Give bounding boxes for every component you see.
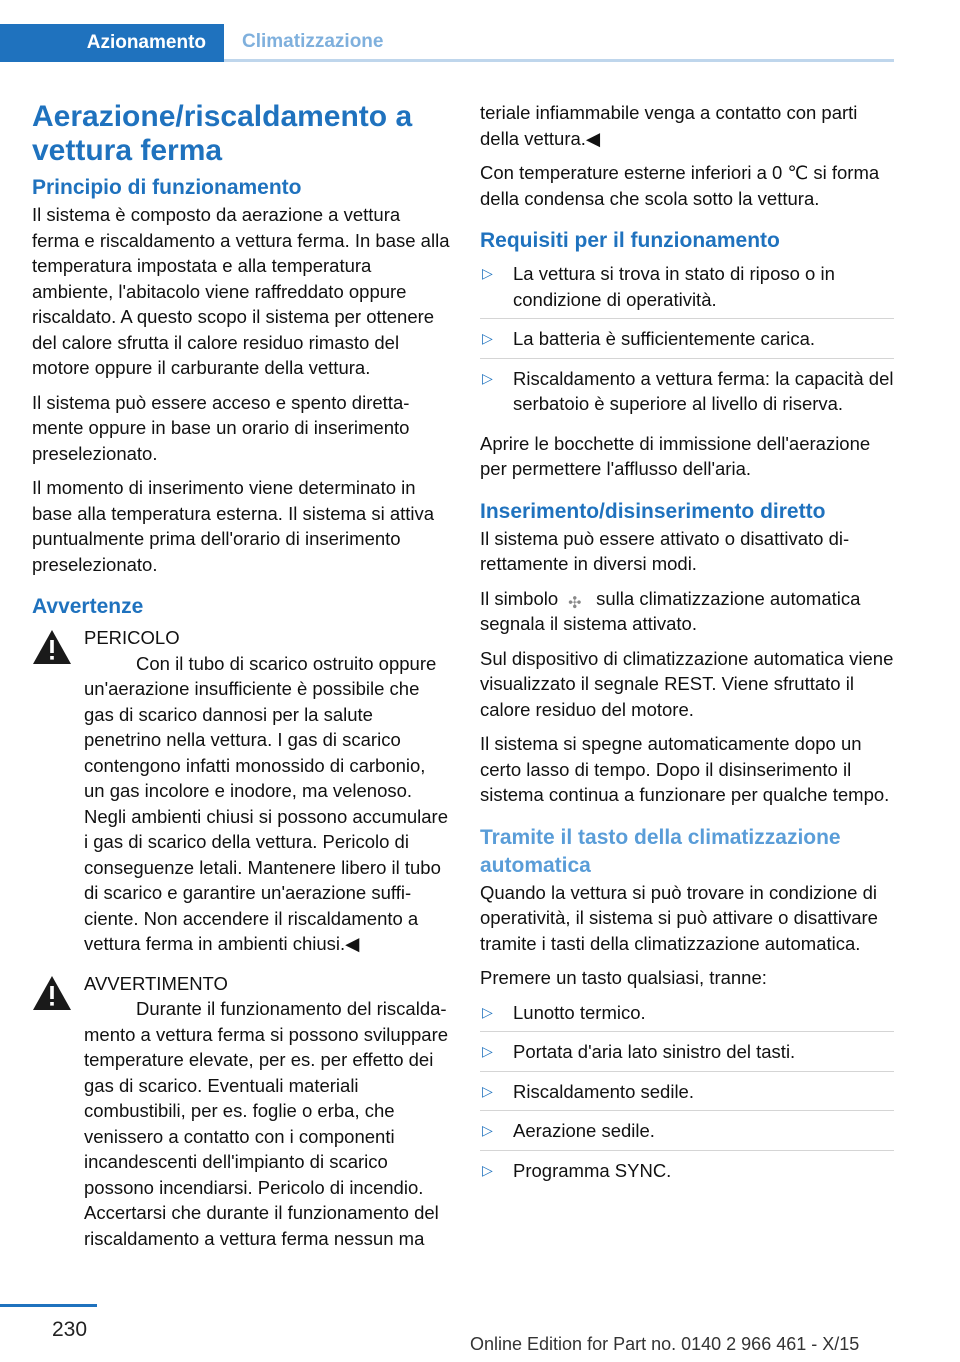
paragraph: Aprire le bocchette di immissione dell'aerazione per permettere l'afflusso dell'aria. <box>480 432 871 479</box>
paragraph: Il momento di inserimento viene determinato in base alla temperatura esterna. Il sistema si attiva puntualmente prima dell'orario di inserimento preselezionato. <box>32 477 435 575</box>
requirements-list <box>480 261 894 423</box>
warning-title: PERICOLO <box>84 627 180 648</box>
page-header <box>0 0 894 62</box>
triangle-bullet-icon: ▷ <box>482 369 493 386</box>
triangle-bullet-icon: ▷ <box>482 1043 493 1059</box>
warning-text: Durante il funzionamento del riscaldamento a vettura ferma si possono sviluppare temperature elevate, per es. per effetto dei gas di scarico. Eventuali materiali combustibili, per es. foglie o erba, che venissero a contatto con i componenti incandescenti dell'impianto di scarico possono incendiarsi. Pericolo di incendio. Accertarsi che durante il funzionamento del riscaldamento a vettura ferma nessun ma <box>84 998 449 1249</box>
left-column <box>32 100 450 1260</box>
list-item: ▷ La vettura si trova in stato di riposo o in condizione di operatività. <box>480 261 894 319</box>
paragraph: Quando la vettura si può trovare in condizione di operatività, il sistema si può attivare o disattivare tramite i tasti della climatizzazione automatica. <box>480 881 878 954</box>
list-item: ▷ La batteria è sufficientemente carica. <box>480 326 894 359</box>
paragraph: teriale infiammabile venga a contatto con parti della vettura.◀ <box>480 102 858 149</box>
page-number: 230 <box>52 1318 88 1341</box>
footer-rule <box>0 1304 97 1307</box>
warning-caution <box>32 971 450 1252</box>
triangle-bullet-icon: ▷ <box>482 1122 493 1138</box>
paragraph: Il sistema può essere acceso e spento direttamente oppure in base un orario di inserimento preselezionato. <box>32 391 410 464</box>
keys-list <box>480 1000 894 1190</box>
section-heading-requisiti: Requisiti per il funzionamento <box>480 229 780 252</box>
warning-title: AVVERTIMENTO <box>84 972 228 994</box>
triangle-bullet-icon: ▷ <box>482 1082 493 1099</box>
list-item: ▷ Aerazione sedile. <box>480 1118 894 1151</box>
list-item: ▷ Riscaldamento a vettura ferma: la capacità del serbatoio è superiore al livello di riserva. <box>482 367 894 414</box>
fan-icon: ✣ <box>568 594 582 612</box>
list-item: ▷ Portata d'aria lato sinistro del tasti. <box>480 1039 894 1072</box>
section-heading-principio: Principio di funzionamento <box>32 176 302 199</box>
warning-text: Con il tubo di scarico ostruito oppure un'aerazione insufficiente è possibile che gas di scarico dannosi per la salute penetrino nella vettura. I gas di scarico contengono infatti monossido di carbonio, un gas incolore e inodore, ma velenoso. Negli ambienti chiusi si possono accumulare i gas di scarico della vettura. Pericolo di conseguenze letali. Mantenere libero il tubo di scarico e garantire un'aerazione sufficiente. Non accendere il riscaldamento a vettura ferma in ambienti chiusi.◀ <box>84 652 449 954</box>
paragraph: Sul dispositivo di climatizzazione automatica viene visualizzato il segnale REST. Viene sfruttato il calore residuo del motore. <box>480 647 894 720</box>
warning-triangle-icon <box>32 975 72 1011</box>
warning-triangle-icon <box>32 629 72 665</box>
section-heading-tasto: Tramite il tasto della climatizzazione automatica <box>480 825 841 877</box>
paragraph: Premere un tasto qualsiasi, tranne: <box>480 967 767 988</box>
triangle-bullet-icon: ▷ <box>482 265 493 281</box>
triangle-bullet-icon: ▷ <box>482 1003 493 1020</box>
page-title: Aerazione/riscaldamento a vettura ferma <box>32 100 413 167</box>
list-item: ▷ Riscaldamento sedile. <box>480 1079 894 1112</box>
paragraph: Il sistema può essere attivato o disattivato direttamente in diversi modi. <box>480 527 850 574</box>
triangle-bullet-icon: ▷ <box>482 1161 493 1178</box>
list-item: ▷ Programma SYNC. <box>480 1158 894 1190</box>
paragraph: Il sistema si spegne automaticamente dopo un certo lasso di tempo. Dopo il disinserimento il sistema continua a funzionare per qualche tempo. <box>480 733 890 805</box>
paragraph: Con temperature esterne inferiori a 0 ℃ si forma della condensa che scola sotto la vettura. <box>480 162 880 209</box>
right-column <box>480 100 894 1197</box>
tab-azionamento[interactable]: Azionamento <box>0 24 224 62</box>
paragraph: Il simbolo ✣ sulla climatizzazione automatica segnala il sistema attivato. <box>480 587 861 634</box>
warning-danger <box>32 625 450 957</box>
section-heading-inserimento: Inserimento/disinserimento diretto <box>480 499 826 523</box>
section-heading-avvertenze: Avvertenze <box>32 595 144 618</box>
tab-climatizzazione[interactable]: Climatizzazione <box>224 24 894 62</box>
list-item: ▷ Lunotto termico. <box>480 1000 894 1033</box>
triangle-bullet-icon: ▷ <box>482 330 493 346</box>
edition-note: Online Edition for Part no. 0140 2 966 461 - X/15 <box>470 1334 860 1354</box>
paragraph: Il sistema è composto da aerazione a vettura ferma e riscaldamento a vettura ferma. In base alla temperatura impostata e alla temperatura ambiente, l'abitacolo viene raffreddato oppure riscaldato. A questo scopo il sistema per ottenere del calore sfrutta il calore residuo rimasto del motore oppure il carburante della vettura. <box>32 204 450 378</box>
